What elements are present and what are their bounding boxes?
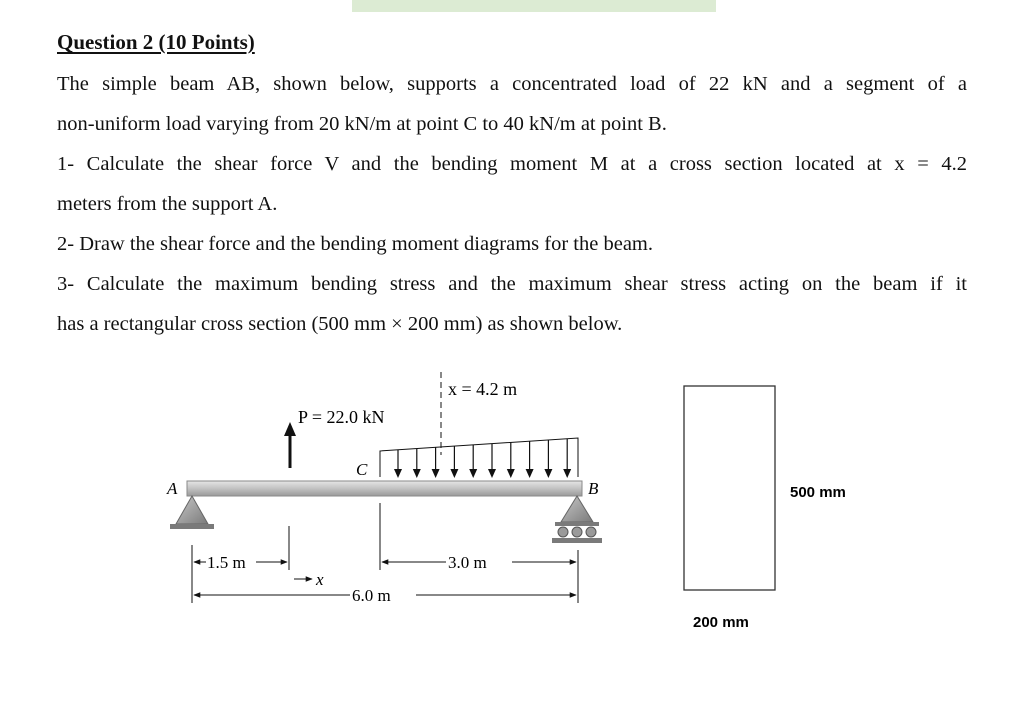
roller-support-b (552, 496, 602, 543)
task-1-line-1: 1- Calculate the shear force V and the bending moment M at a cross section located at x = 4.2 (57, 153, 967, 175)
distributed-load-arrow-head (563, 469, 571, 478)
intro-line-1: The simple beam AB, shown below, supports a concentrated load of 22 kN and a segment of a (57, 73, 967, 95)
distributed-load-arrow-head (394, 469, 402, 478)
dim-label-6-0: 6.0 m (352, 586, 391, 605)
load-arrow (284, 422, 296, 468)
section-label: x = 4.2 m (448, 379, 518, 399)
task-1-line-2: meters from the support A. (57, 193, 278, 215)
cross-section-height-label: 500 mm (790, 484, 846, 501)
distributed-load-arrow-head (432, 469, 440, 478)
dim-label-3-0: 3.0 m (448, 553, 487, 572)
question-title: Question 2 (10 Points) (57, 30, 255, 54)
distributed-load-arrow-head (413, 469, 421, 478)
distributed-load-arrow-head (544, 469, 552, 478)
beam (187, 481, 582, 496)
distributed-load-arrow-head (526, 469, 534, 478)
distributed-load-arrow-head (507, 469, 515, 478)
distributed-load-arrow-head (450, 469, 458, 478)
pin-support-a (170, 496, 214, 529)
dim-label-1-5: 1.5 m (207, 553, 246, 572)
cross-section-width-label: 200 mm (693, 614, 749, 631)
load-label: P = 22.0 kN (298, 407, 385, 427)
label-b: B (588, 479, 599, 498)
task-2: 2- Draw the shear force and the bending moment diagrams for the beam. (57, 233, 653, 255)
task-3-line-1: 3- Calculate the maximum bending stress and the maximum shear stress acting on the beam if it (57, 273, 967, 295)
cross-section-rect (684, 386, 775, 590)
label-a: A (167, 479, 178, 498)
task-3-line-2: has a rectangular cross section (500 mm × 200 mm) as shown below. (57, 313, 623, 335)
intro-line-2: non-uniform load varying from 20 kN/m at point C to 40 kN/m at point B. (57, 113, 667, 135)
distributed-load-arrow-head (488, 469, 496, 478)
distributed-load-arrow-head (469, 469, 477, 478)
label-c: C (356, 460, 368, 479)
x-axis-label: x (316, 570, 324, 589)
